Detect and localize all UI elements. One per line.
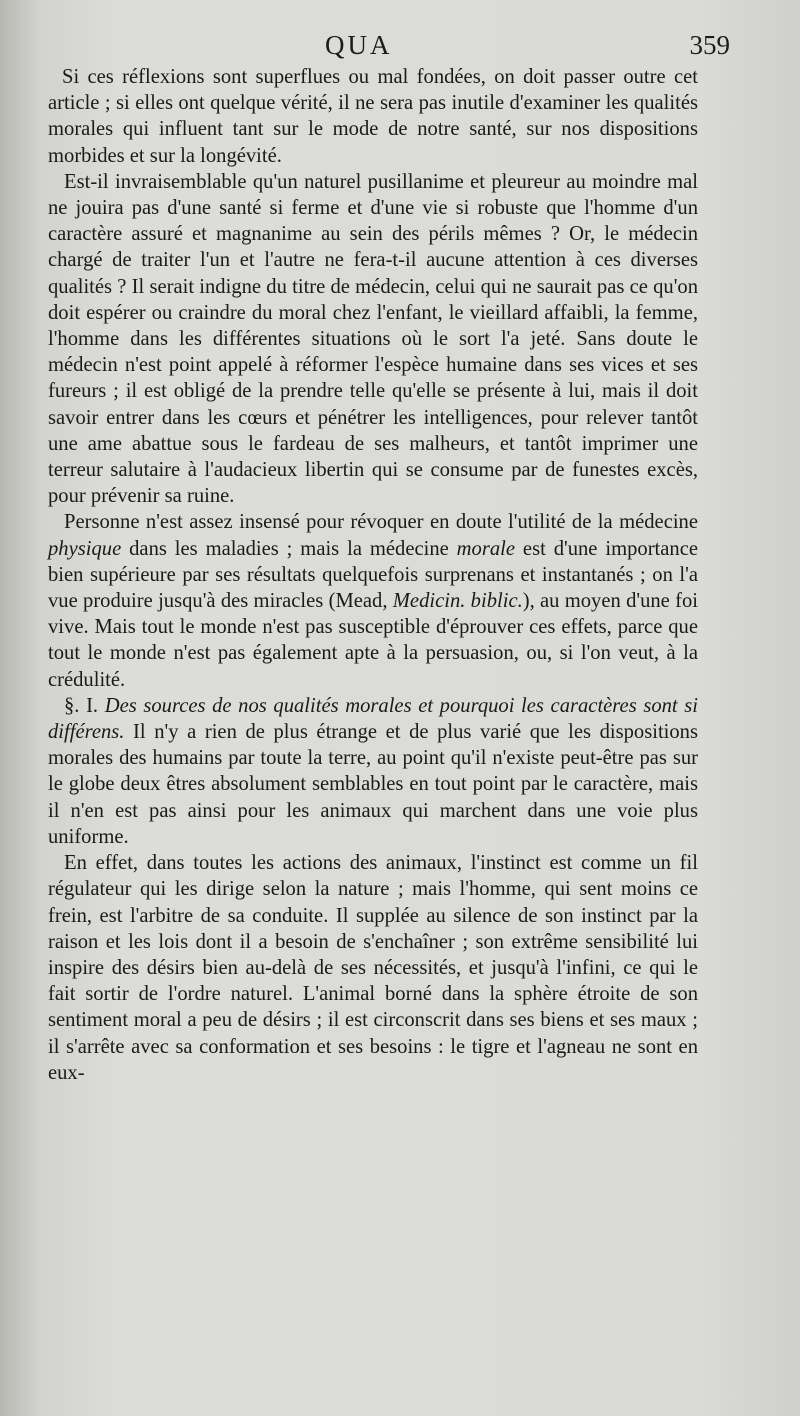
paragraph-1: Si ces réflexions sont superflues ou mal fondées, on doit passer outre cet article ; si elles ont quelque vérité, il ne sera pas inutile d'examiner les qualités morales qui influent tant sur le mode de notre santé, sur nos dispositions morbides et sur la longévité. bbox=[48, 66, 698, 167]
paragraph-5: En effet, dans toutes les actions des animaux, l'instinct est comme un fil régulateur qui les dirige selon la nature ; mais l'homme, qui sent moins ce frein, est l'arbitre de sa conduite. Il supplée au silence de son instinct par la raison et les lois dont il a besoin de s'enchaîner ; son extrême sensibilité lui inspire des désirs bien au-delà de ses nécessités, et jusqu'à l'infini, ce qui le fait sortir de l'ordre naturel. L'animal borné dans la sphère étroite de son sentiment moral a peu de désirs ; il est circonscrit dans ses biens et ses maux ; il s'arrête avec sa conformation et ses besoins : le tigre et l'agneau ne sont en eux- bbox=[48, 852, 698, 1084]
section-number: §. I. bbox=[64, 694, 105, 717]
italic-morale: morale bbox=[456, 537, 516, 560]
paragraph-3-text: est d'une importance bien supérieure par ses résultats quelquefois surprenans et instantanés ; on l'a vue produire jusqu'à des miracles (Mead, bbox=[48, 537, 698, 613]
paragraph-3 bbox=[48, 509, 698, 692]
paragraph-3-text: dans les maladies ; mais la médecine bbox=[121, 537, 457, 560]
body-text bbox=[48, 64, 698, 1086]
running-head: QUA bbox=[325, 30, 393, 60]
page-header bbox=[40, 30, 730, 64]
italic-physique: physique bbox=[48, 537, 122, 560]
section-text: Il n'y a rien de plus étrange et de plus varié que les dispositions morales des humains par toute la terre, au point qu'il n'existe peut-être pas sur le globe deux êtres absolument semblables en tout point par le caractère, mais il n'en est pas ainsi pour les animaux qui marchent dans une voie plus uniforme. bbox=[48, 721, 698, 848]
section-heading: Des sources de nos qualités morales et pourquoi les caractères sont si différens. bbox=[48, 694, 699, 744]
page-number: 359 bbox=[689, 30, 730, 60]
section-1-paragraph bbox=[48, 693, 698, 850]
paragraph-3-text: ), au moyen d'une foi vive. Mais tout le monde n'est pas susceptible d'éprouver ces effets, parce que tout le monde n'est pas également apte à la persuasion, ou, si l'on veut, à la crédulité. bbox=[48, 590, 698, 691]
paragraph-3-text: Personne n'est assez insensé pour révoquer en doute l'utilité de la médecine bbox=[64, 511, 698, 534]
paragraph-2: Est-il invraisemblable qu'un naturel pusillanime et pleureur au moindre mal ne jouira pas d'une santé si ferme et d'une vie si robuste que l'homme d'un caractère assuré et magnanime au sein des périls mêmes ? Or, le médecin chargé de traiter l'un et l'autre ne fera-t-il aucune attention à ces diverses qualités ? Il serait indigne du titre de médecin, celui qui ne saurait pas ce qu'on doit espérer ou craindre du moral chez l'enfant, le vieillard affaibli, la femme, l'homme dans les différentes situations où le sort l'a jeté. Sans doute le médecin n'est point appelé à réformer l'espèce humaine dans ses vices et ses fureurs ; il est obligé de la prendre telle qu'elle se présente à lui, mais il doit savoir entrer dans les cœurs et pénétrer les intelligences, pour relever tantôt une ame abattue sous le fardeau de ses malheurs, et tantôt imprimer une terreur salutaire à l'audacieux libertin qui se consume par de funestes excès, pour prévenir sa ruine. bbox=[48, 170, 698, 508]
italic-citation: Medicin. biblic. bbox=[392, 590, 523, 613]
